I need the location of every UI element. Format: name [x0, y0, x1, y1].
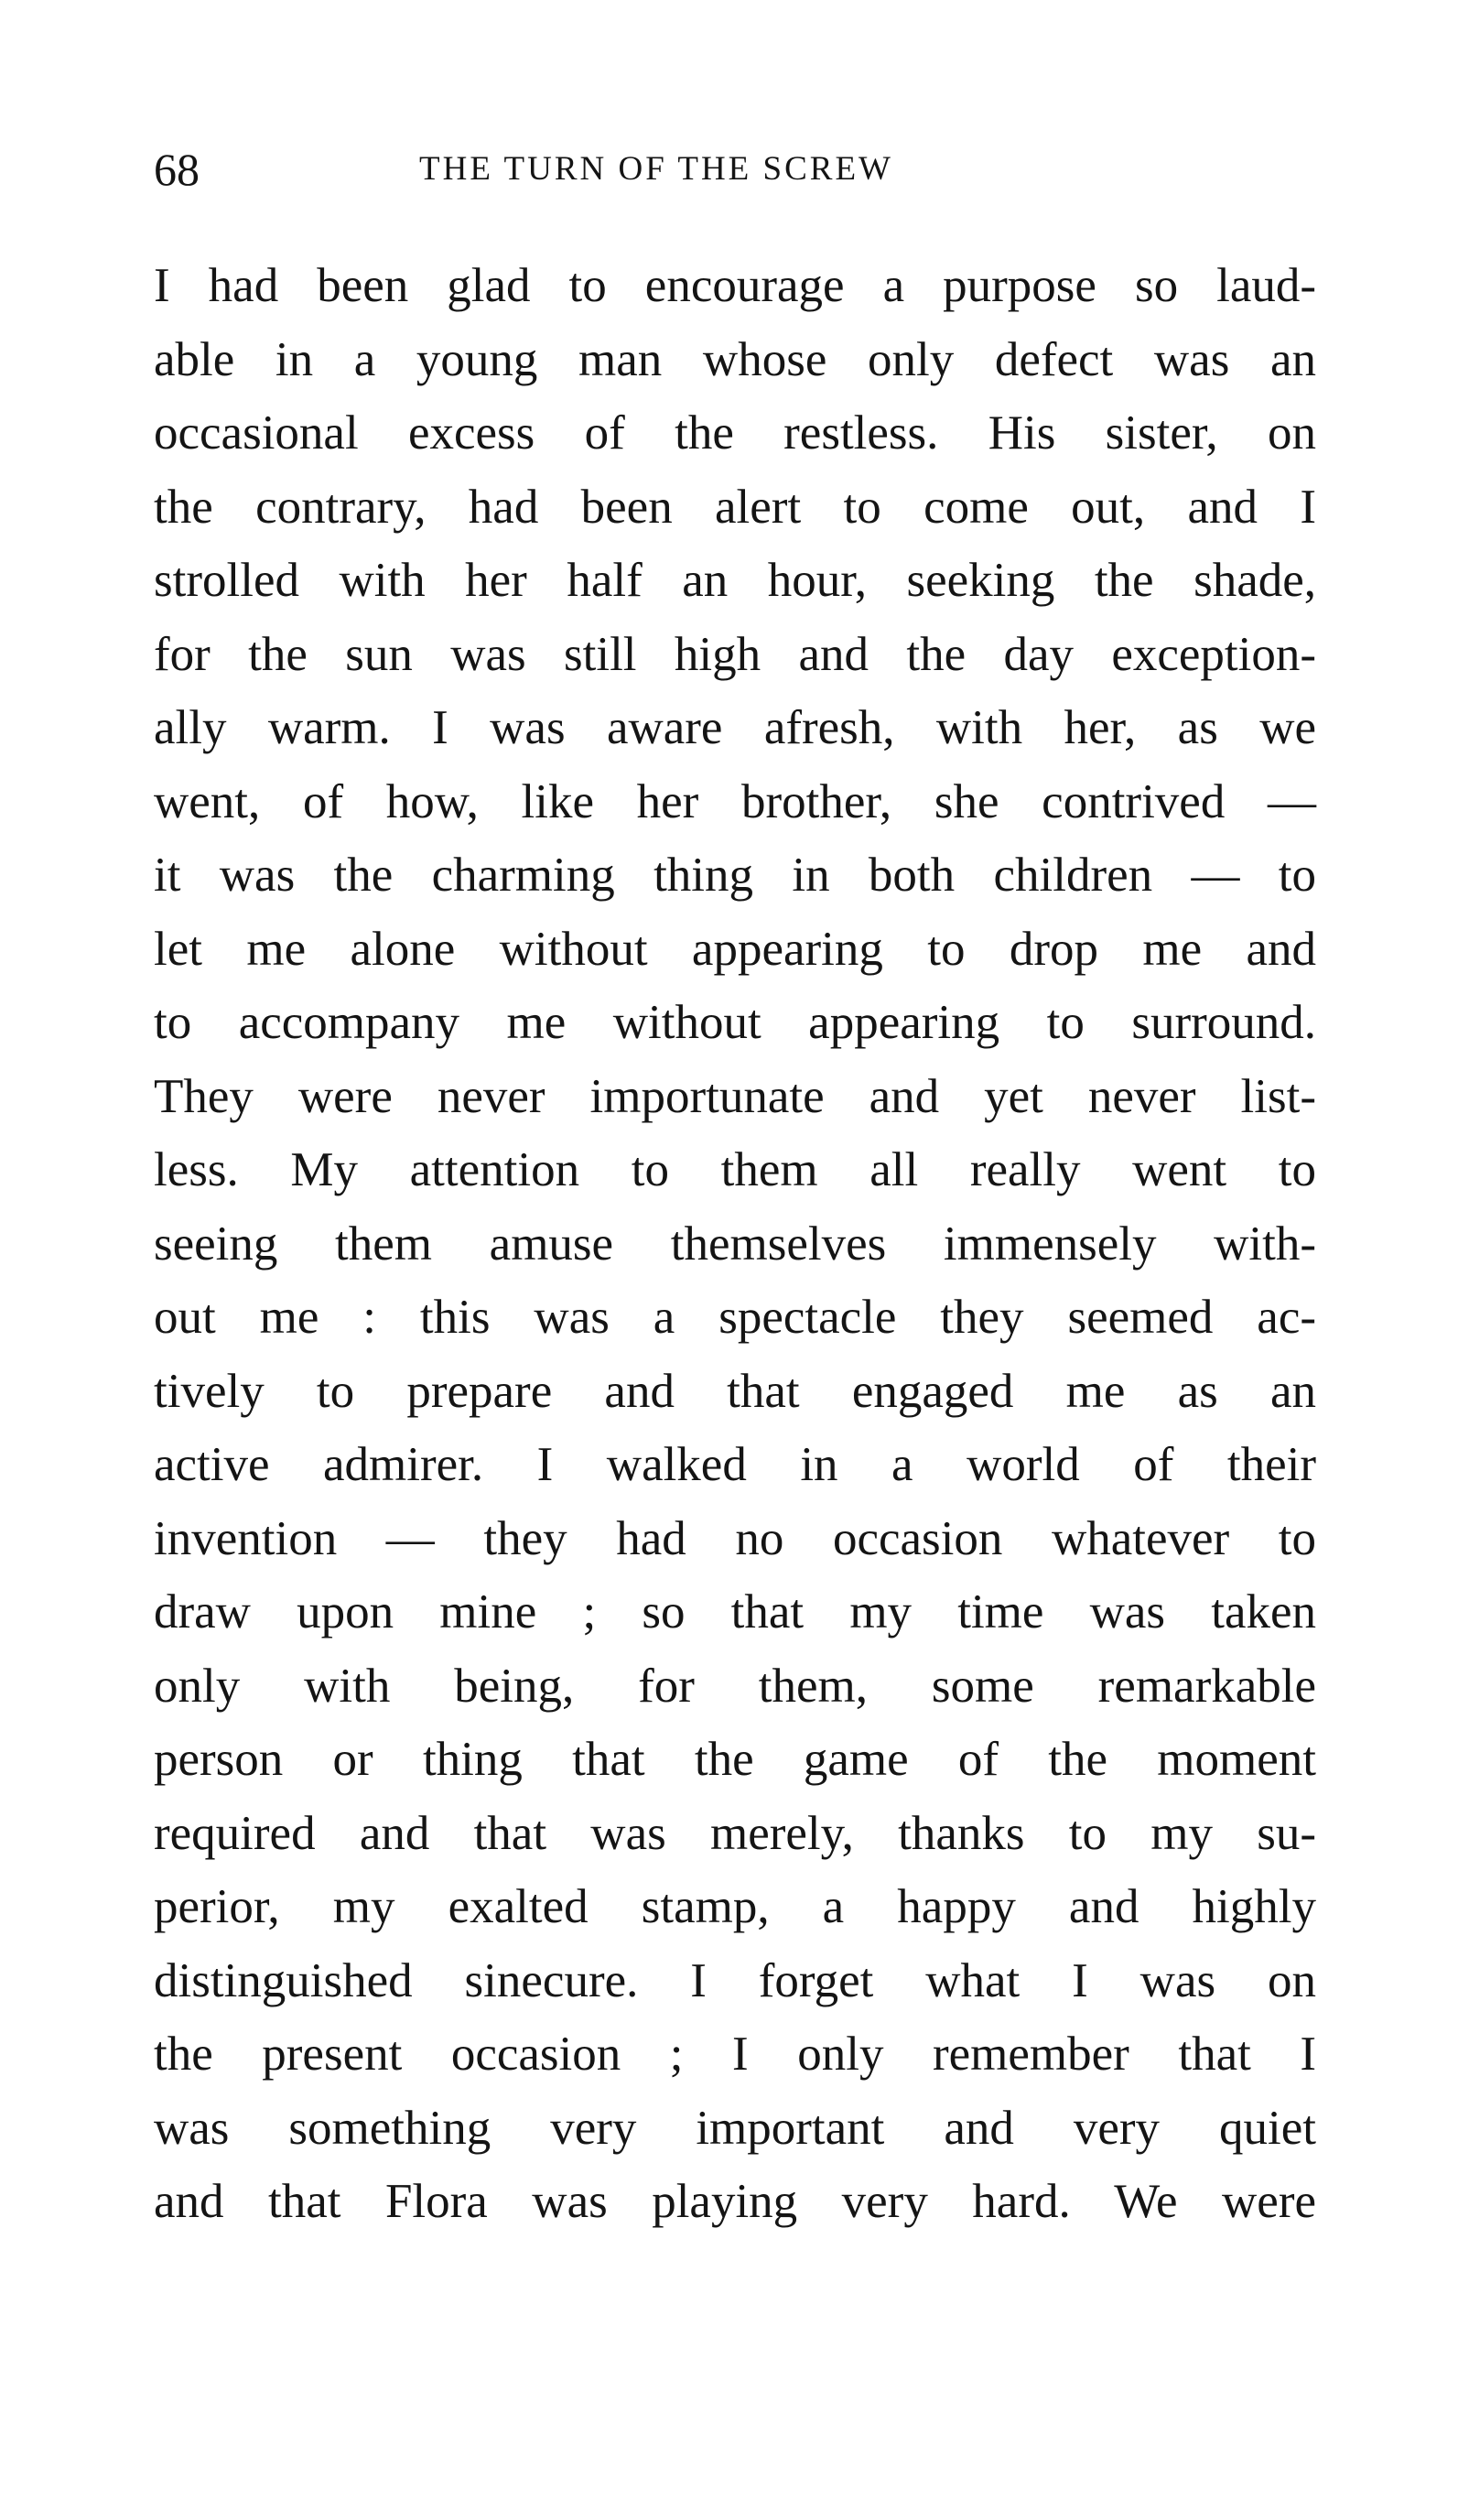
text-line: for the sun was still high and the day exception- — [154, 627, 1316, 681]
text-line: active admirer. I walked in a world of their — [154, 1438, 1316, 1491]
text-line: invention — they had no occasion whatever to — [154, 1511, 1316, 1565]
text-line: ally warm. I was aware afresh, with her, as we — [154, 701, 1316, 754]
text-line: They were never importunate and yet never list- — [154, 1069, 1316, 1123]
book-title: THE TURN OF THE SCREW — [419, 150, 893, 188]
text-line: required and that was merely, thanks to my su- — [154, 1806, 1316, 1860]
body-text — [154, 249, 1316, 2239]
text-line: to accompany me without appearing to surround. — [154, 996, 1316, 1049]
text-line: perior, my exalted stamp, a happy and highly — [154, 1880, 1316, 1933]
text-line: the present occasion ; I only remember that I — [154, 2028, 1316, 2081]
text-line: and that Flora was playing very hard. We were — [154, 2175, 1316, 2228]
text-line: was something very important and very quiet — [154, 2101, 1316, 2155]
text-line: went, of how, like her brother, she contrived — — [154, 774, 1316, 828]
text-line: I had been glad to encourage a purpose so laud- — [154, 259, 1316, 312]
text-line: distinguished sinecure. I forget what I was on — [154, 1953, 1316, 2007]
running-head — [154, 137, 1316, 201]
text-line: tively to prepare and that engaged me as an — [154, 1364, 1316, 1418]
text-line: able in a young man whose only defect was an — [154, 332, 1316, 386]
text-line: out me : this was a spectacle they seemed ac- — [154, 1291, 1316, 1344]
text-line: draw upon mine ; so that my time was taken — [154, 1585, 1316, 1639]
text-line: strolled with her half an hour, seeking the shade, — [154, 554, 1316, 607]
text-line: person or thing that the game of the moment — [154, 1733, 1316, 1786]
text-line: less. My attention to them all really went to — [154, 1143, 1316, 1196]
page-number: 68 — [154, 144, 200, 195]
text-line: let me alone without appearing to drop me and — [154, 922, 1316, 976]
text-line: seeing them amuse themselves immensely with- — [154, 1217, 1316, 1271]
text-line: the contrary, had been alert to come out, and I — [154, 480, 1316, 534]
text-line: only with being, for them, some remarkable — [154, 1659, 1316, 1713]
text-line: it was the charming thing in both children — to — [154, 849, 1316, 902]
text-line: occasional excess of the restless. His sister, on — [154, 406, 1316, 460]
